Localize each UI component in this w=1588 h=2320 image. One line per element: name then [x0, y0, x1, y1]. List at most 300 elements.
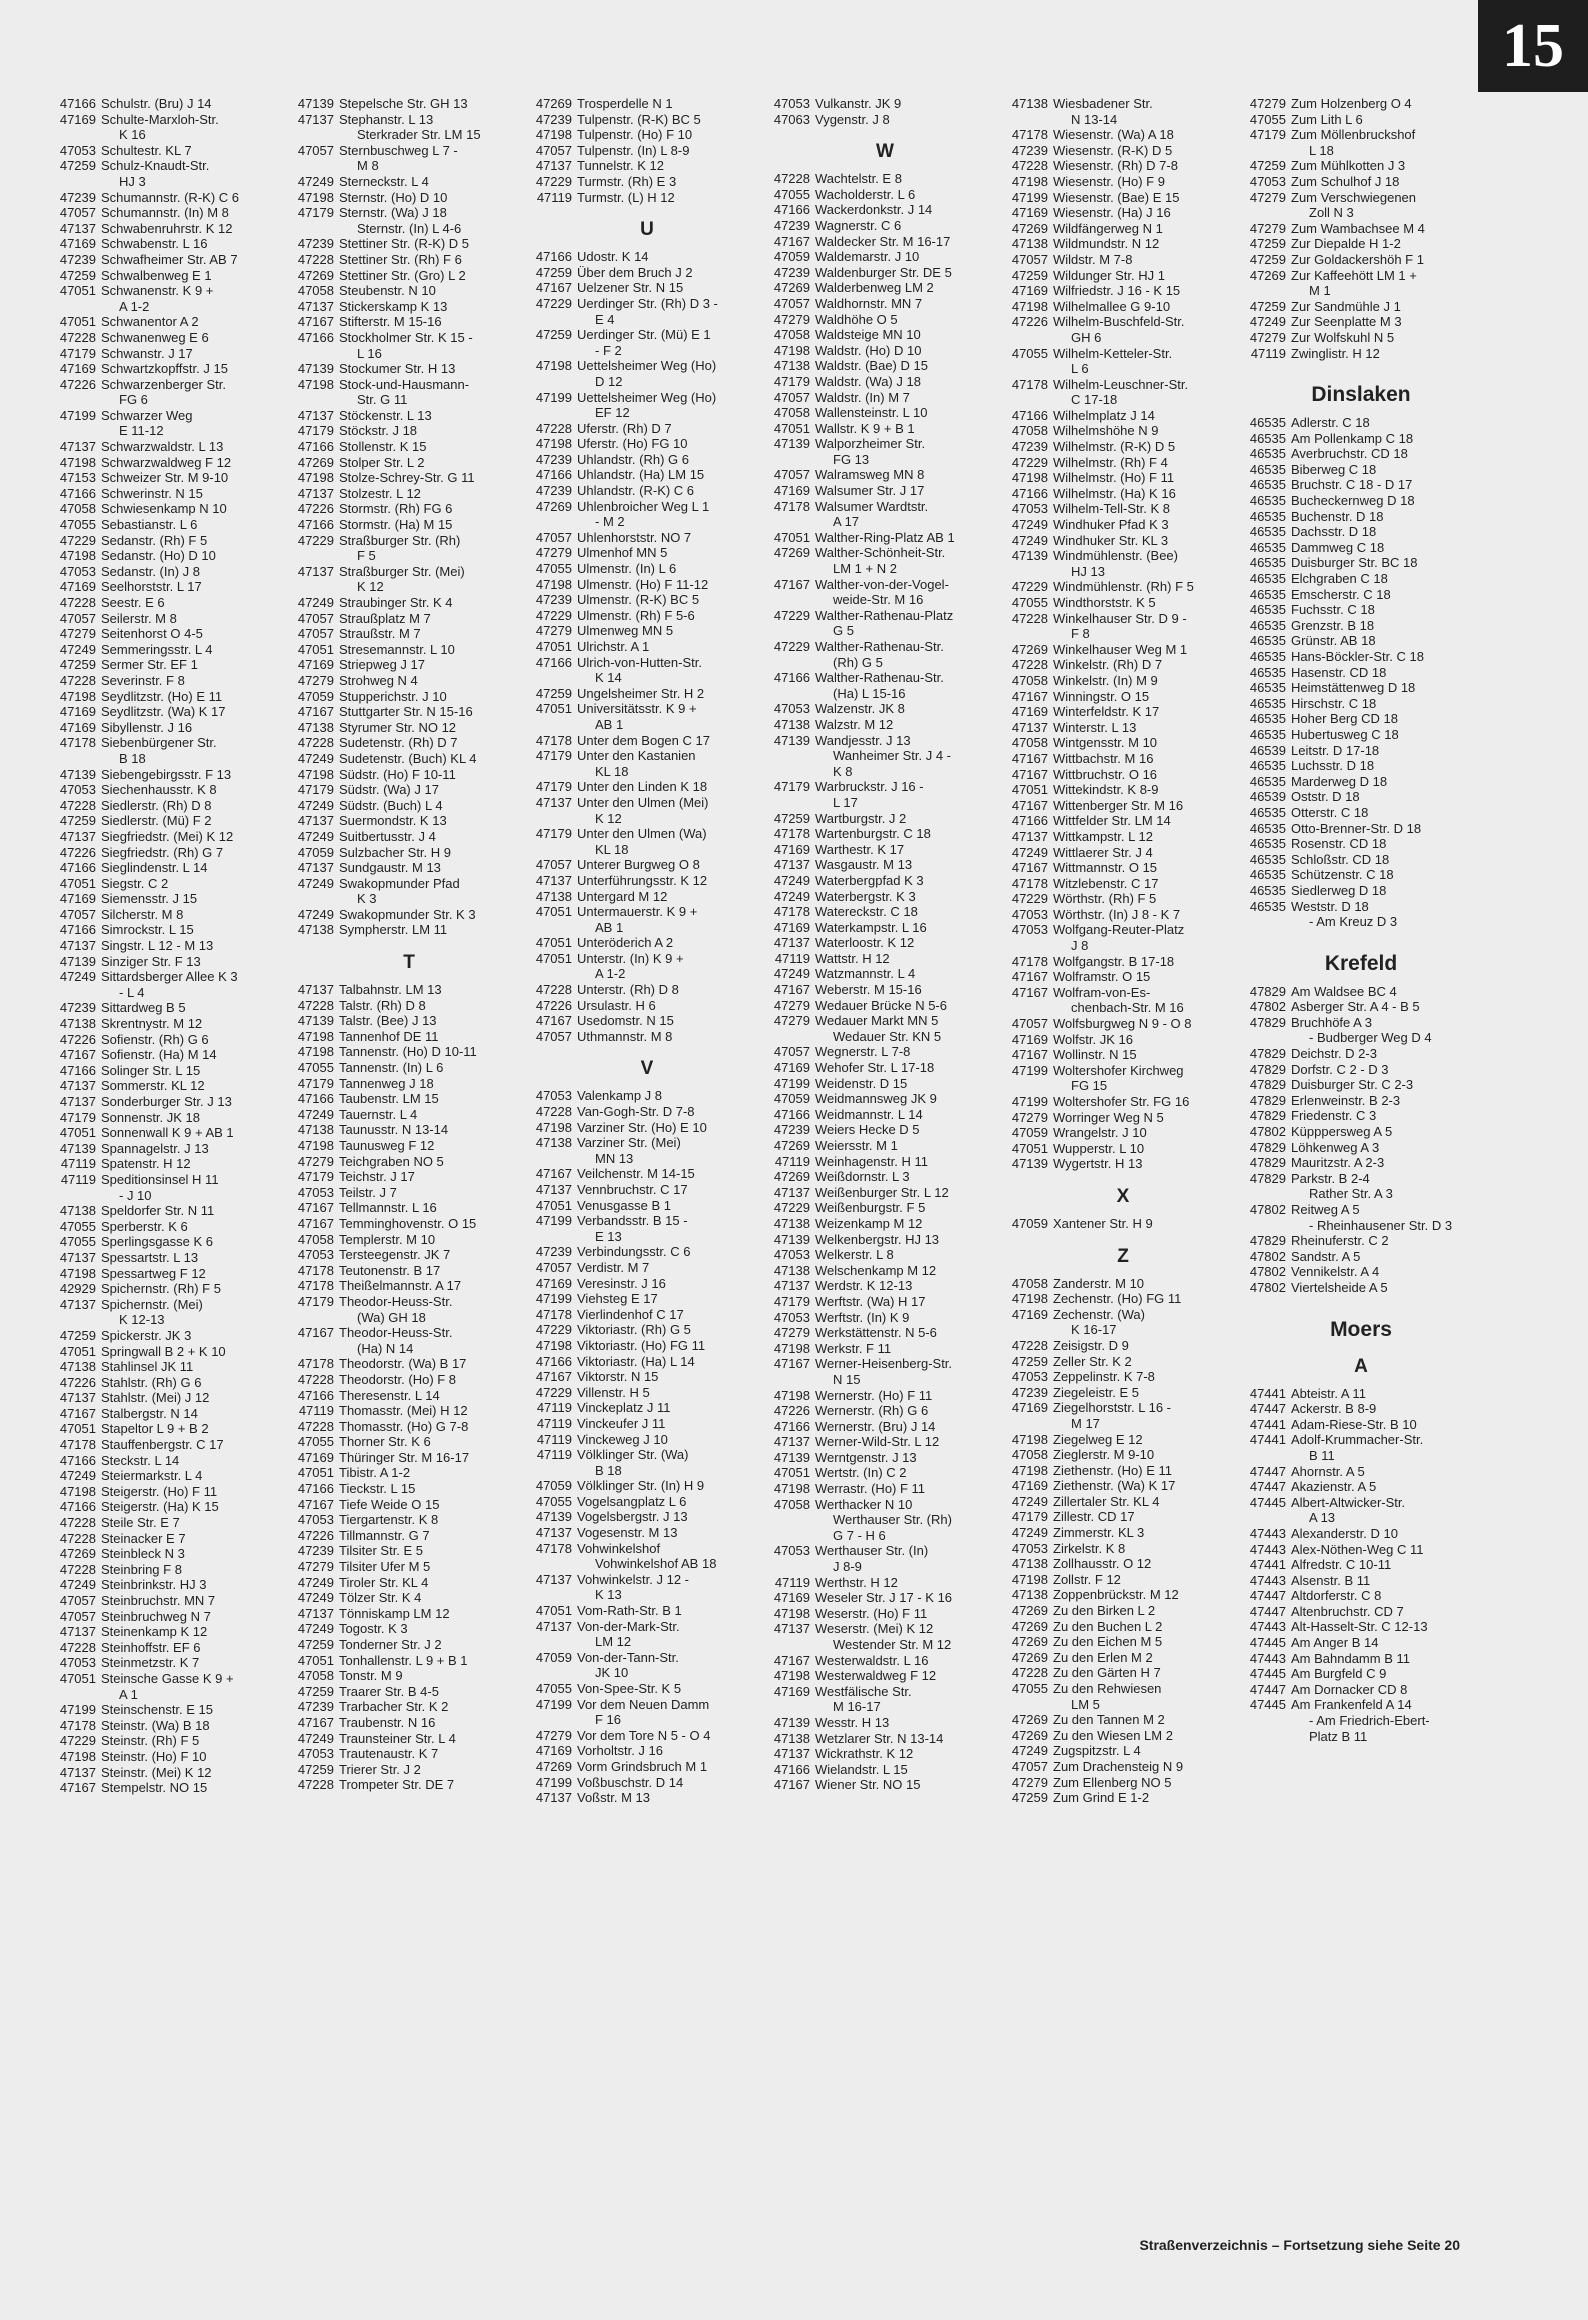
street-name: Stock-und-Hausmann-: [339, 376, 470, 392]
postal-code: 47167: [773, 576, 810, 592]
street-entry: [1007, 190, 1239, 206]
postal-code: 47058: [297, 1668, 334, 1684]
street-name: Windmühlenstr. (Bee): [1053, 548, 1178, 564]
street-entry: [531, 127, 763, 143]
street-entry: [1245, 493, 1477, 509]
street-entry: [293, 1590, 525, 1606]
street-entry: [1007, 1759, 1239, 1775]
street-entry: [769, 1575, 1001, 1591]
street-name: Teichstr. J 17: [339, 1169, 415, 1185]
street-name: Spichernstr. (Rh) F 5: [101, 1281, 221, 1297]
postal-code: 47137: [297, 485, 334, 501]
street-entry: [293, 1294, 525, 1310]
directory-column: [55, 96, 287, 2176]
postal-code: 47259: [59, 267, 96, 283]
street-name: Verbandsstr. B 15 -: [577, 1213, 688, 1229]
postal-code: 47441: [1249, 1432, 1286, 1448]
street-entry: [1245, 314, 1477, 330]
street-name: Uhlandstr. (Rh) G 6: [577, 451, 689, 467]
postal-code: 47059: [1011, 1215, 1048, 1231]
street-name: Winkelstr. (Rh) D 7: [1053, 657, 1163, 673]
street-entry: [1245, 587, 1477, 603]
postal-code: 47053: [59, 563, 96, 579]
street-entry: [1007, 1216, 1239, 1232]
street-entry-continuation: F 5: [357, 548, 376, 564]
postal-code: 47829: [1249, 1233, 1286, 1249]
postal-code: 47167: [59, 1780, 96, 1796]
street-name: Seilerstr. M 8: [101, 610, 177, 626]
street-entry: [1007, 611, 1239, 627]
postal-code: 46535: [1249, 898, 1286, 914]
postal-code: 47198: [59, 454, 96, 470]
street-name: Küpppersweg A 5: [1291, 1124, 1393, 1140]
postal-code: 47053: [297, 1746, 334, 1762]
postal-code: 47053: [297, 1184, 334, 1200]
street-name: Worringer Weg N 5: [1053, 1109, 1164, 1125]
postal-code: 47167: [1011, 688, 1048, 704]
postal-code: 47137: [297, 1605, 334, 1621]
postal-code: 47249: [297, 1590, 334, 1606]
street-entry: [293, 735, 525, 751]
street-entry: [55, 1156, 287, 1172]
street-entry: [769, 483, 1001, 499]
street-name: Taunusstr. N 13-14: [339, 1122, 449, 1138]
postal-code: 47279: [1249, 96, 1286, 111]
postal-code: 47137: [59, 828, 96, 844]
street-entry-continuation: GH 6: [1071, 329, 1102, 345]
postal-code: 47229: [535, 173, 572, 189]
street-entry: [293, 1232, 525, 1248]
street-entry-continuation: J 8-9: [833, 1559, 862, 1575]
street-name: Zur Goldackershöh F 1: [1291, 251, 1424, 267]
street-entry: [293, 673, 525, 689]
street-entry: [1245, 431, 1477, 447]
street-entry: [293, 564, 525, 580]
street-name: Am Burgfeld C 9: [1291, 1666, 1387, 1682]
street-name: Siedlerstr. (Mü) F 2: [101, 813, 212, 829]
street-name: Silcherstr. M 8: [101, 906, 184, 922]
street-entry: [1007, 782, 1239, 798]
street-entry-continuation: B 18: [595, 1462, 622, 1478]
street-name: Vor dem Neuen Damm: [577, 1696, 710, 1712]
street-name: Walsumer Wardtstr.: [815, 498, 929, 514]
postal-code: 46535: [1249, 586, 1286, 602]
postal-code: 47169: [59, 236, 96, 252]
street-name: Sterneckstr. L 4: [339, 173, 429, 189]
postal-code: 47229: [535, 295, 572, 311]
street-name: Stepelsche Str. GH 13: [339, 96, 468, 111]
street-entry: [1245, 346, 1477, 362]
street-entry: [1245, 1046, 1477, 1062]
street-entry-continuation: L 17: [833, 794, 858, 810]
street-name: Wetzlarer Str. N 13-14: [815, 1730, 944, 1746]
street-entry: [1007, 1400, 1239, 1416]
street-entry: [55, 954, 287, 970]
postal-code: 47269: [1011, 641, 1048, 657]
postal-code: 47269: [535, 96, 572, 111]
postal-code: 47179: [59, 345, 96, 361]
street-entry: [293, 860, 525, 876]
street-entry: [1007, 346, 1239, 362]
postal-code: 47178: [297, 1262, 334, 1278]
street-entry: [55, 470, 287, 486]
postal-code: 47137: [59, 220, 96, 236]
street-name: Duisburger Str. BC 18: [1291, 555, 1418, 571]
street-entry: [769, 904, 1001, 920]
postal-code: 46535: [1249, 524, 1286, 540]
street-entry: [293, 1029, 525, 1045]
street-name: Wickrathstr. K 12: [815, 1746, 914, 1762]
postal-code: 47119: [298, 1403, 334, 1419]
street-entry: [1007, 1276, 1239, 1292]
street-name: Ziethenstr. (Wa) K 17: [1053, 1478, 1176, 1494]
street-entry: [1007, 1125, 1239, 1141]
letter-heading: Z: [1117, 1245, 1129, 1267]
postal-code: 47166: [297, 1091, 334, 1107]
street-entry-continuation: LM 12: [595, 1634, 632, 1650]
postal-code: 47055: [1011, 595, 1048, 610]
street-name: Wolfram-von-Es-: [1053, 984, 1151, 1000]
street-entry: [1007, 751, 1239, 767]
street-name: Theißelmannstr. A 17: [339, 1278, 462, 1294]
street-name: Sittardsberger Allee K 3: [101, 969, 238, 985]
street-name: Weserstr. (Ho) F 11: [815, 1605, 928, 1621]
street-name: Sommerstr. KL 12: [101, 1078, 205, 1094]
postal-code: 47198: [1011, 1291, 1048, 1307]
street-entry: [1245, 1666, 1477, 1682]
street-name: Schwarzwaldstr. L 13: [101, 439, 224, 455]
postal-code: 47055: [297, 1060, 334, 1076]
postal-code: 47269: [297, 454, 334, 470]
street-name: Witzlebenstr. C 17: [1053, 875, 1159, 891]
street-name: Weißdornstr. L 3: [815, 1169, 910, 1185]
postal-code: 47198: [297, 470, 334, 486]
street-entry: [531, 623, 763, 639]
street-entry: [1007, 1572, 1239, 1588]
street-name: Wegnerstr. L 7-8: [815, 1044, 911, 1060]
street-name: Wildstr. M 7-8: [1053, 251, 1133, 267]
street-entry: [293, 1606, 525, 1622]
street-entry: [769, 358, 1001, 374]
postal-code: 47249: [1011, 517, 1048, 533]
postal-code: 47137: [59, 1390, 96, 1406]
street-entry: [1245, 158, 1477, 174]
postal-code: 47166: [535, 1353, 572, 1369]
street-name: Zum Drachensteig N 9: [1053, 1758, 1184, 1774]
street-entry: [1007, 283, 1239, 299]
postal-code: 47138: [297, 719, 334, 735]
street-entry: [1245, 1495, 1477, 1511]
street-entry: [1245, 758, 1477, 774]
postal-code: 47199: [535, 389, 572, 405]
street-entry: [293, 236, 525, 252]
street-name: Trierer Str. J 2: [339, 1761, 421, 1777]
postal-code: 47057: [535, 1028, 572, 1044]
postal-code: 47279: [1249, 189, 1286, 205]
street-name: Wilhelmallee G 9-10: [1053, 298, 1171, 314]
street-entry: [531, 639, 763, 655]
street-name: Springwall B 2 + K 10: [101, 1343, 226, 1359]
street-entry: [293, 907, 525, 923]
street-name: Stickerskamp K 13: [339, 298, 448, 314]
street-name: Wittlaerer Str. J 4: [1053, 844, 1153, 860]
street-name: Wackerdonkstr. J 14: [815, 202, 933, 218]
postal-code: 47058: [1011, 1447, 1048, 1463]
street-entry: [1245, 1697, 1477, 1713]
postal-code: 47239: [535, 451, 572, 467]
postal-code: 47239: [535, 592, 572, 608]
street-name: Tannenweg J 18: [339, 1075, 434, 1091]
postal-code: 47119: [536, 1447, 572, 1463]
postal-code: 47119: [536, 1415, 572, 1431]
street-name: Walzenstr. JK 8: [815, 701, 905, 717]
postal-code: 47051: [535, 904, 572, 920]
street-name: Völklinger Str. (In) H 9: [577, 1478, 705, 1494]
street-name: Tauernstr. L 4: [339, 1106, 418, 1122]
postal-code: 47137: [773, 935, 810, 951]
street-entry: [55, 1562, 287, 1578]
street-name: Alexanderstr. D 10: [1291, 1525, 1398, 1541]
street-name: Turmstr. (Rh) E 3: [577, 173, 677, 189]
postal-code: 47169: [1011, 1400, 1048, 1416]
street-name: Werner-Wild-Str. L 12: [815, 1434, 940, 1450]
postal-code: 47269: [535, 498, 572, 514]
postal-code: 47829: [1249, 1046, 1286, 1062]
directory-column: [531, 96, 763, 2176]
street-name: Steubenstr. N 10: [339, 283, 436, 299]
street-entry: [293, 876, 525, 892]
street-name: Vinckeufer J 11: [577, 1415, 666, 1431]
postal-code: 47198: [1011, 173, 1048, 189]
postal-code: 47119: [774, 1153, 810, 1169]
street-entry: [769, 1465, 1001, 1481]
street-name: Wildmundstr. N 12: [1053, 236, 1160, 252]
street-name: Tulpenstr. (In) L 8-9: [577, 142, 690, 158]
street-name: Wolfstr. JK 16: [1053, 1031, 1133, 1047]
street-name: Stöckstr. J 18: [339, 423, 418, 439]
street-entry: [531, 143, 763, 159]
street-entry-continuation: G 7 - H 6: [833, 1527, 886, 1543]
street-name: Sandstr. A 5: [1291, 1248, 1361, 1264]
street-entry: [769, 405, 1001, 421]
street-entry-continuation: - Am Kreuz D 3: [1309, 914, 1398, 930]
street-name: Uerdinger Str. (Mü) E 1: [577, 327, 711, 343]
street-entry: [293, 1419, 525, 1435]
street-entry: [769, 1044, 1001, 1060]
street-entry: [769, 436, 1001, 452]
street-name: Uferstr. (Rh) D 7: [577, 420, 672, 436]
postal-code: 47279: [535, 623, 572, 639]
postal-code: 47055: [1011, 345, 1048, 361]
postal-code: 47447: [1249, 1603, 1286, 1619]
street-entry: [55, 96, 287, 112]
street-name: Tulpenstr. (R-K) BC 5: [577, 111, 701, 127]
street-entry: [1245, 1015, 1477, 1031]
street-name: Zum Wambachsee M 4: [1291, 220, 1425, 236]
street-entry: [293, 782, 525, 798]
street-name: Adam-Riese-Str. B 10: [1291, 1416, 1417, 1432]
street-name: Tilsiter Ufer M 5: [339, 1559, 431, 1575]
street-entry: [1007, 1743, 1239, 1759]
postal-code: 47179: [535, 826, 572, 842]
postal-code: 47059: [297, 688, 334, 704]
street-name: Theodor-Heuss-Str.: [339, 1293, 453, 1309]
postal-code: 47441: [1249, 1416, 1286, 1432]
street-name: Werdstr. K 12-13: [815, 1278, 913, 1294]
street-entry: [55, 1671, 287, 1687]
street-name: Steinstr. (Wa) B 18: [101, 1717, 210, 1733]
postal-code: 46535: [1249, 461, 1286, 477]
postal-code: 47166: [59, 860, 96, 876]
street-entry: [1245, 1386, 1477, 1402]
street-name: Walzstr. M 12: [815, 716, 894, 732]
street-name: Stockholmer Str. K 15 -: [339, 329, 473, 345]
postal-code: 47178: [59, 735, 96, 751]
postal-code: 47178: [59, 1717, 96, 1733]
street-entry: [531, 1385, 763, 1401]
postal-code: 47279: [1249, 329, 1286, 345]
street-entry-continuation: AB 1: [595, 716, 624, 732]
street-name: Tiefe Weide O 15: [339, 1496, 440, 1512]
street-entry: [1007, 268, 1239, 284]
directory-column: [293, 96, 525, 2176]
postal-code: 47057: [59, 1608, 96, 1624]
street-name: Mauritzstr. A 2-3: [1291, 1155, 1385, 1171]
street-name: Wilhelmshöhe N 9: [1053, 423, 1159, 439]
postal-code: 47178: [773, 826, 810, 842]
postal-code: 47199: [1011, 189, 1048, 205]
street-name: Zillertaler Str. KL 4: [1053, 1493, 1160, 1509]
street-name: Tiergartenstr. K 8: [339, 1512, 439, 1528]
street-entry: [769, 96, 1001, 112]
postal-code: 47239: [535, 1244, 572, 1260]
street-name: Weststr. D 18: [1291, 898, 1369, 914]
street-name: Waldenburger Str. DE 5: [815, 264, 952, 280]
street-entry: [293, 377, 525, 393]
street-entry: [531, 1697, 763, 1713]
postal-code: 47139: [773, 1231, 810, 1247]
street-name: Werrastr. (Ho) F 11: [815, 1481, 926, 1497]
street-entry: [1245, 1264, 1477, 1280]
street-entry: [769, 499, 1001, 515]
street-entry: [531, 826, 763, 842]
street-entry: [769, 1232, 1001, 1248]
street-name: Schwanenstr. K 9 +: [101, 283, 214, 299]
postal-code: 47179: [1249, 127, 1286, 143]
street-name: Schwanenweg E 6: [101, 329, 209, 345]
street-name: Temminghovenstr. O 15: [339, 1215, 477, 1231]
street-entry: [1245, 112, 1477, 128]
postal-code: 47053: [59, 1655, 96, 1671]
postal-code: 47259: [1011, 1353, 1048, 1369]
street-name: Steinbring F 8: [101, 1561, 182, 1577]
postal-code: 47228: [59, 1530, 96, 1546]
street-name: Vierlindenhof C 17: [577, 1306, 684, 1322]
postal-code: 47055: [59, 1234, 96, 1250]
street-name: Alt-Hasselt-Str. C 12-13: [1291, 1619, 1428, 1635]
street-name: Waterkampstr. L 16: [815, 919, 927, 935]
street-name: Thomasstr. (Ho) G 7-8: [339, 1418, 469, 1434]
postal-code: 47269: [1011, 1712, 1048, 1728]
street-name: Ulmenweg MN 5: [577, 623, 674, 639]
street-name: Unteröderich A 2: [577, 935, 674, 951]
letter-heading: T: [403, 952, 415, 974]
postal-code: 47057: [1011, 251, 1048, 267]
postal-code: 47226: [1011, 314, 1048, 330]
postal-code: 47228: [59, 672, 96, 688]
street-entry: [293, 1434, 525, 1450]
street-name: Sedanstr. (In) J 8: [101, 563, 200, 579]
street-entry: [531, 1541, 763, 1557]
street-entry: [1007, 439, 1239, 455]
street-entry: [55, 1780, 287, 1796]
postal-code: 47169: [773, 483, 810, 499]
street-name: Zollhausstr. O 12: [1053, 1556, 1152, 1572]
street-entry: [293, 689, 525, 705]
street-name: Zeller Str. K 2: [1053, 1353, 1132, 1369]
street-name: Windhuker Str. KL 3: [1053, 532, 1169, 548]
street-entry: [1007, 1650, 1239, 1666]
street-entry: [1245, 743, 1477, 759]
postal-code: 47053: [773, 701, 810, 717]
street-entry-continuation: M 8: [357, 158, 379, 174]
postal-code: 47179: [535, 748, 572, 764]
postal-code: 47137: [773, 857, 810, 873]
postal-code: 47447: [1249, 1681, 1286, 1697]
postal-code: 47053: [773, 96, 810, 111]
street-entry: [1245, 602, 1477, 618]
street-entry: [1245, 711, 1477, 727]
postal-code: 47229: [773, 607, 810, 623]
street-entry: [1007, 1619, 1239, 1635]
street-name: Vygenstr. J 8: [815, 111, 890, 127]
street-name: Steiermarkstr. L 4: [101, 1468, 203, 1484]
postal-code: 47051: [297, 641, 334, 657]
street-name: Alfredstr. C 10-11: [1291, 1557, 1392, 1573]
postal-code: 47239: [59, 1000, 96, 1016]
street-name: Sperlingsgasse K 6: [101, 1234, 214, 1250]
postal-code: 47051: [535, 935, 572, 951]
postal-code: 47051: [535, 639, 572, 654]
street-entry: [55, 252, 287, 268]
postal-code: 47053: [1011, 906, 1048, 922]
street-name: Biberweg C 18: [1291, 461, 1377, 477]
postal-code: 47226: [59, 376, 96, 392]
street-name: Zur Seenplatte M 3: [1291, 314, 1402, 330]
street-name: Spickerstr. JK 3: [101, 1327, 192, 1343]
street-entry: [293, 1154, 525, 1170]
postal-code: 47198: [535, 358, 572, 374]
street-name: Warthestr. K 17: [815, 841, 905, 857]
street-entry: [531, 296, 763, 312]
postal-code: 47167: [773, 1777, 810, 1793]
postal-code: 47169: [59, 361, 96, 377]
street-name: Waterloostr. K 12: [815, 935, 915, 951]
postal-code: 47198: [535, 576, 572, 592]
postal-code: 47059: [297, 844, 334, 860]
street-entry: [293, 595, 525, 611]
street-entry: [531, 1260, 763, 1276]
street-entry: [55, 611, 287, 627]
postal-code: 47057: [59, 205, 96, 221]
street-name: Welkenbergstr. HJ 13: [815, 1231, 940, 1247]
street-entry: [55, 595, 287, 611]
postal-code: 47239: [535, 111, 572, 127]
street-name: Wilhelm-Ketteler-Str.: [1053, 345, 1173, 361]
postal-code: 47178: [535, 1306, 572, 1322]
postal-code: 46535: [1249, 726, 1286, 742]
street-entry: [1245, 446, 1477, 462]
